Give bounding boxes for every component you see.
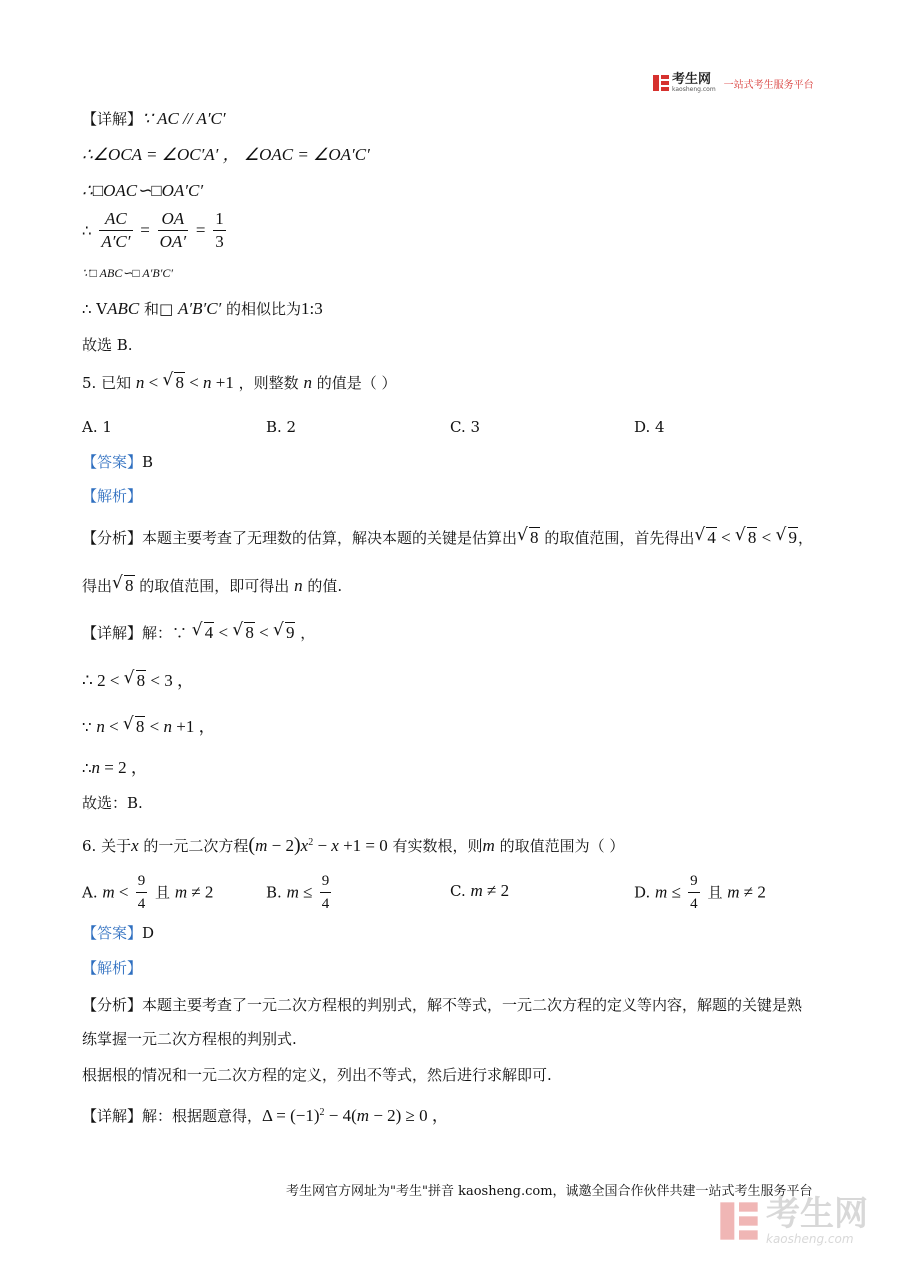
- q5-stem: 5. 已知 n < √ 8 < n +1 ，则整数 n 的值是（ ）: [82, 370, 397, 392]
- header-logo: [652, 72, 814, 94]
- logo-sub: kaosheng.com: [672, 85, 716, 93]
- watermark-logo-icon: [718, 1200, 760, 1242]
- q6-stem: 6. 关于x 的一元二次方程$(m - 2)x^2 - x +1 = 0$ 有实数根，则m 的取值范围为（ ）: [82, 834, 625, 856]
- q5-detail-4: ∴n = 2 ，: [82, 758, 148, 777]
- q6-option-c: C. m ≠ 2: [450, 881, 510, 900]
- q5-detail-2: ∴ 2 < √ 8 < 3 ，: [82, 668, 194, 690]
- q5-detail-3: ∵ n < √ 8 < n +1 ，: [82, 714, 216, 736]
- q4-line-6: ∴ VABC 和□ A′B′C′ 的相似比为1:3: [82, 299, 323, 318]
- q6-fenxi-1: 【分析】本题主要考查了一元二次方程根的判别式，解不等式，一元二次方程的定义等内容，解题的关键是熟: [82, 996, 803, 1014]
- q5-option-a: A. 1: [82, 418, 112, 436]
- q5-fenxi-2: 得出 √ 8 的取值范围，即可得出 n 的值.: [82, 573, 343, 595]
- q4-line-4: ∴ $\frac{AC}{A'C'}$ = $\frac{OA}{OA'}$ = $\frac{1}{3}$: [82, 209, 224, 251]
- watermark-text: 考生网: [766, 1194, 868, 1234]
- q4-line-1: 【详解】∵ AC // A′C′: [82, 109, 226, 128]
- q6-fenxi-3: 根据根的情况和一元二次方程的定义，列出不等式，然后进行求解即可.: [82, 1066, 552, 1084]
- q6-option-d: D. m ≤ $\frac{9}{4}$ 且 m ≠ 2: [634, 870, 766, 915]
- watermark-sub: kaosheng.com: [766, 1232, 854, 1246]
- q5-detail-5: 故选：B.: [82, 794, 143, 812]
- q6-answer: 【答案】D: [82, 924, 155, 942]
- footer-text: 考生网官方网址为"考生"拼音 kaosheng.com，诚邀全国合作伙伴共建一站式考生服务平台: [286, 1184, 813, 1199]
- q5-option-b: B. 2: [266, 418, 297, 436]
- q5-analysis-tag: 【解析】: [82, 487, 143, 505]
- header-slogan: 一站式考生服务平台: [723, 79, 814, 91]
- q5-option-c: C. 3: [450, 418, 481, 436]
- q6-analysis-tag: 【解析】: [82, 959, 143, 977]
- q4-line-3: ∴□OAC∽□OA′C′: [82, 181, 204, 200]
- q5-answer: 【答案】B: [82, 453, 154, 471]
- q6-option-a: A. m < $\frac{9}{4}$ 且 m ≠ 2: [82, 870, 213, 915]
- q4-line-5: ∵□ ABC∽□ A′B′C′: [82, 266, 173, 280]
- q4-line-7: 故选 B.: [82, 336, 133, 354]
- logo-text: 考生网: [672, 71, 712, 87]
- watermark: [718, 1196, 868, 1246]
- q6-fenxi-2: 练掌握一元二次方程根的判别式.: [82, 1030, 297, 1048]
- q6-detail-1: 【详解】解：根据题意得，$\Delta = (-1)^2 - 4(m - 2) \ge 0$ ，: [82, 1106, 449, 1125]
- logo-icon: [652, 74, 670, 92]
- q5-detail-1: 【详解】解：∵ √ 4 < √ 8 < √ 9 ，: [82, 620, 316, 642]
- q4-line-2: ∴∠OCA = ∠OC′A′ ， ∠OAC = ∠OA′C′: [82, 145, 370, 164]
- q6-option-b: B. m ≤ $\frac{9}{4}$: [266, 870, 334, 915]
- q5-option-d: D. 4: [634, 418, 665, 436]
- q5-fenxi-1: 【分析】本题主要考查了无理数的估算，解决本题的关键是估算出 √ 8 的取值范围，首先得出 √ 4 < √ 8 < √ 9，: [82, 525, 814, 547]
